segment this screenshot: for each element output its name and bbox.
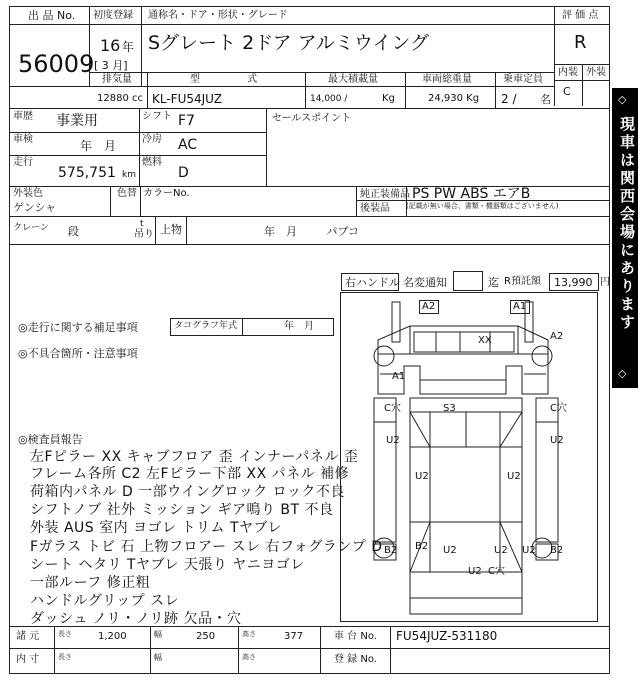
height-label: 高さ [242,630,256,638]
chassis-value: FU54JUZ-531180 [396,629,498,643]
mileage-unit: km [122,170,136,180]
inspector-line: シート ヘタリ Tヤブレ 天張り ヤニヨゴレ [30,557,305,573]
diagram-label: C穴 [550,403,567,414]
diamond-icon: ◇ [618,93,627,106]
diamond-icon: ◇ [618,367,627,380]
grade-label: 評 価 点 [562,10,599,21]
model-name: Sグレート 2ドア アルミウイング [148,32,429,54]
diagram-label: U2 [507,471,521,482]
crane-label: クレーン [13,223,49,233]
mileage-value: 575,751 [58,165,116,181]
capacity-value: 2 / [501,92,517,106]
inspector-line: ハンドルグリップ スレ [30,593,180,609]
year-unit: 年 [122,40,135,54]
displacement-value: 12880 cc [97,93,143,104]
height-label: 高さ [242,653,256,661]
length-label: 長さ [58,653,72,661]
r-mileage-label: R預託額 [504,276,541,287]
diagram-label: B2 [384,545,398,556]
diagram-label: S3 [443,403,456,414]
diagram-label: A1 [513,301,527,312]
interior-label: 内装 [558,67,578,78]
side-note: 現車は関西会場にあります [618,116,636,332]
type-value: KL-FU54JUZ [152,92,222,106]
diagram-label: U2 [415,471,429,482]
width-value: 250 [196,631,216,642]
max-load-label: 最大積載量 [328,74,378,85]
registration-label: 迄 [488,276,499,289]
length-label: 長さ [58,630,72,638]
diagram-label: U2 [443,545,457,556]
right-handle: 右ハンドル [345,276,400,289]
first-reg-month: [ 3 月] [94,59,128,72]
tachograph-label: タコグラフ年式 [174,321,238,331]
upper-equip-value: 年 月 パブコ [264,225,359,238]
capacity-label: 乗車定員 [503,74,543,85]
diagram-label: XX [478,335,492,346]
interior-grade: C [563,85,571,98]
inspector-line: 一部ルーフ 修正粗 [30,575,151,591]
diagram-label: A1 [392,371,406,382]
history-label: 車歴 [13,111,33,122]
capacity-unit: 名 [540,93,551,106]
aftermarket-label: 後装品 [360,203,390,214]
shift-label: シフト [142,111,172,122]
inspector-line: 外装 AUS 室内 ヨゴレ トリム Tヤブレ [30,520,282,536]
cooling-value: AC [178,137,198,153]
lot-label: 出 品 No. [28,9,76,22]
sales-point-label: セールスポイント [272,113,352,124]
diagram-label: U2 [494,545,508,556]
history-value: 事業用 [56,113,98,129]
standard-equipment-label: 純正装備品 [360,189,410,200]
mileage-label: 走行 [13,157,33,168]
fuel-value: D [178,165,189,181]
color-no-label: カラーNo. [143,188,190,199]
defects-title: ◎不具合箇所・注意事項 [18,347,138,360]
aftermarket-note: (記載が無い場合、書類・機器類はございません) [406,202,559,210]
width-label: 幅 [154,630,162,639]
fuel-label: 燃料 [142,157,162,168]
width-label: 幅 [154,653,162,662]
model-header: 通称名・ドア・形状・グレード [148,10,288,21]
tachograph-value: 年 月 [284,321,314,332]
lot-number: 56009 [18,50,95,78]
diagram-label: B2 [550,545,564,556]
inspector-line: フレーム各所 C2 左Fピラー下部 XX パネル 補修 [30,466,350,482]
diagram-label: U2 [522,545,536,556]
max-load-value: 14,000 / [310,94,348,104]
inspector-line: 左Fピラー XX キャブフロア 歪 インナーパネル 歪 [30,449,359,465]
diagram-label: C穴 [488,566,505,577]
crane-hang-unit: 吊り [134,229,154,240]
inspector-line: Fガラス トビ 石 上物フロアー スレ 右フォグランプ D [30,539,383,555]
registration-no-label: 登 録 No. [334,654,377,665]
diagram-label: A2 [422,301,436,312]
type-label: 型 式 [190,74,280,85]
length-value: 1,200 [98,631,127,642]
crane-ton-unit: t [140,219,144,229]
inspector-line: ダッシュ ノリ・ノリ跡 欠品・穴 [30,611,242,627]
diagram-label: A2 [550,331,564,342]
multi-change-box [453,271,483,291]
max-load-unit: Kg [382,93,395,104]
grade-value: R [574,32,587,53]
exterior-label: 外装 [586,67,606,78]
supplementary-title: ◎走行に関する補足事項 [18,321,138,334]
r-mileage-value: 13,990 [554,276,593,289]
diagram-label: U2 [386,435,400,446]
inspector-title: ◎検査員報告 [18,433,83,446]
cooling-label: 冷房 [142,134,162,145]
standard-equipment-value: PS PW ABS エアB [412,186,531,202]
dims-label: 諸 元 [16,631,40,642]
diagram-label: U2 [468,566,482,577]
displacement-label: 排気量 [102,74,132,85]
inner-dims-label: 内 寸 [16,654,40,665]
inspector-line: シフトノブ 社外 ミッション ギア鳴り BT 不良 [30,502,334,518]
exterior-color-label: 外装色 [13,188,43,199]
inspection-label: 車検 [13,134,33,145]
r-mileage-unit: 円 [600,277,610,288]
diagram-label: U2 [550,435,564,446]
color-change-label: 色替 [117,188,137,199]
gross-weight-value: 24,930 Kg [428,93,480,104]
side-note-band [612,88,638,388]
height-value: 377 [284,631,304,642]
diagram-label: C穴 [384,403,401,414]
chassis-label: 車 台 No. [334,631,377,642]
first-reg-year: 16 [100,36,121,55]
inspector-line: 荷箱内パネル D 一部ウイングロック ロック不良 [30,484,345,500]
exterior-color-value: ゲンシャ [13,201,57,214]
diagram-label: B2 [415,541,429,552]
multi-change-label: 名変通知 [403,276,447,289]
upper-equip-label: 上物 [160,223,182,236]
crane-stage-unit: 段 [68,225,79,238]
inspection-value: 年 月 [80,139,117,153]
gross-weight-label: 車両総重量 [422,74,472,85]
first-reg-label: 初度登録 [93,10,133,21]
shift-value: F7 [178,113,195,129]
